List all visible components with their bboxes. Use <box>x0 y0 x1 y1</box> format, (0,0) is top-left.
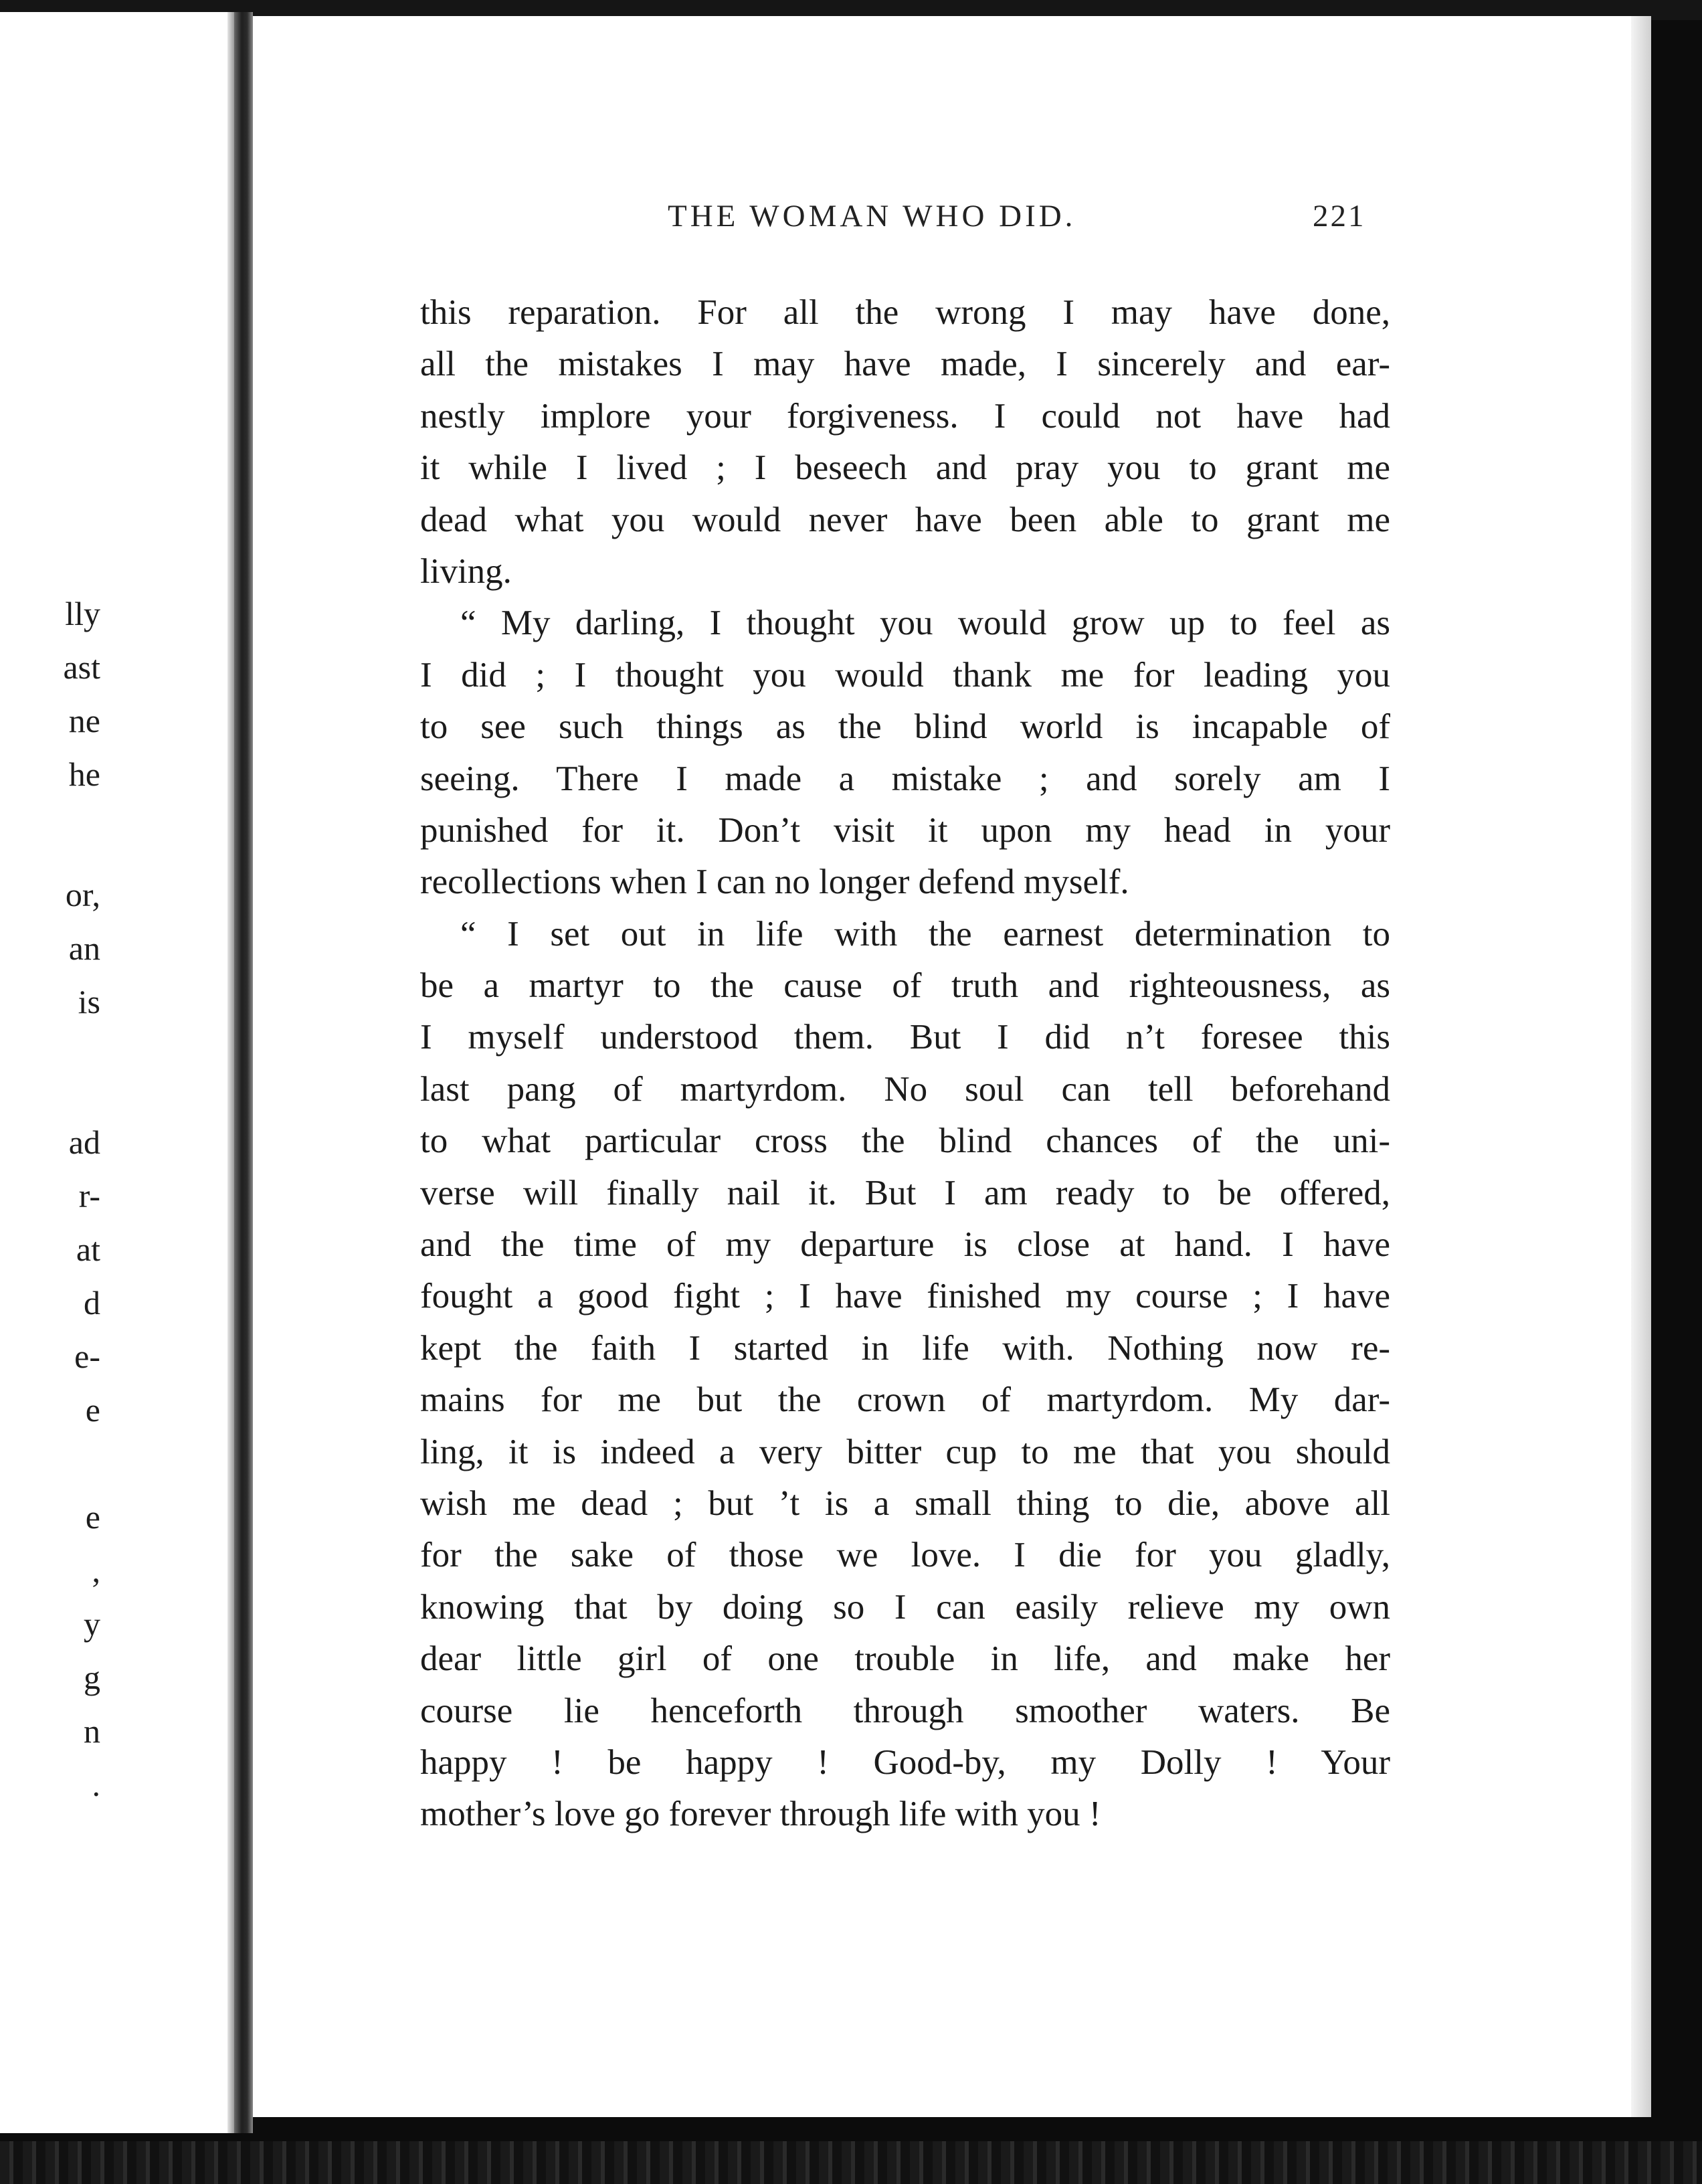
text-line: “ I set out in life with the earnest determination to <box>460 914 1390 953</box>
left-page-text-fragment: . <box>92 1766 100 1803</box>
left-page-text-fragment: d <box>84 1284 100 1322</box>
left-page-text-fragment: ne <box>68 702 100 739</box>
scan-bottom-edge <box>0 2141 1702 2184</box>
running-head <box>253 198 1631 245</box>
text-line: mother’s love go forever through life with you ! <box>420 1795 1101 1834</box>
left-page-text-fragment: n <box>84 1712 100 1750</box>
text-line: seeing. There I made a mistake ; and sorely am I <box>420 759 1390 798</box>
text-line: course lie henceforth through smoother waters. Be <box>420 1691 1390 1730</box>
left-page-text-fragment: e- <box>74 1338 100 1375</box>
page-edge-shadow <box>1631 16 1651 2117</box>
left-page-text-fragment: at <box>76 1231 100 1268</box>
text-line: verse will finally nail it. But I am ready to be offered, <box>420 1173 1390 1212</box>
text-line: living. <box>420 551 512 591</box>
text-line: wish me dead ; but ’t is a small thing to die, above all <box>420 1483 1390 1523</box>
left-page-text-fragment: y <box>84 1605 100 1643</box>
text-line: ling, it is indeed a very bitter cup to me that you should <box>420 1432 1390 1471</box>
body-text <box>420 287 1390 1841</box>
text-line: dead what you would never have been able to grant me <box>420 500 1390 539</box>
left-page-text-fragment: ad <box>68 1123 100 1161</box>
left-page-text-fragment: e <box>85 1391 100 1429</box>
text-line: be a martyr to the cause of truth and righteousness, as <box>420 966 1390 1006</box>
text-line: last pang of martyrdom. No soul can tell beforehand <box>420 1069 1390 1109</box>
text-line: all the mistakes I may have made, I sincerely and ear- <box>420 345 1390 384</box>
left-page <box>0 12 234 2133</box>
left-page-text-fragment: r- <box>78 1177 100 1214</box>
text-line: and the time of my departure is close at hand. I have <box>420 1225 1390 1265</box>
text-line: dear little girl of one trouble in life, and make her <box>420 1639 1390 1679</box>
text-line: I did ; I thought you would thank me for leading you <box>420 655 1390 695</box>
text-line: fought a good fight ; I have finished my course ; I have <box>420 1277 1390 1316</box>
text-line: I myself understood them. But I did n’t foresee this <box>420 1018 1390 1057</box>
text-line: happy ! be happy ! Good-by, my Dolly ! Your <box>420 1742 1390 1782</box>
text-line: it while I lived ; I beseech and pray you to grant me <box>420 448 1390 488</box>
left-page-text-fragment: an <box>68 929 100 967</box>
text-line: punished for it. Don’t visit it upon my head in your <box>420 810 1390 850</box>
text-line: kept the faith I started in life with. Nothing now re- <box>420 1328 1390 1368</box>
left-page-text-fragment: lly <box>65 595 100 632</box>
text-line: “ My darling, I thought you would grow up to feel as <box>460 604 1390 643</box>
text-line: nestly implore your forgiveness. I could not have had <box>420 396 1390 436</box>
left-page-text-fragment: is <box>78 983 100 1020</box>
left-page-text-fragment: e <box>85 1498 100 1536</box>
text-line: knowing that by doing so I can easily relieve my own <box>420 1587 1390 1627</box>
running-title: THE WOMAN WHO DID. <box>668 199 1076 234</box>
left-page-text-fragment: he <box>68 755 100 793</box>
gutter-shadow <box>227 12 234 2133</box>
left-page-text-fragment: g <box>84 1659 100 1696</box>
left-page-text-fragment: , <box>92 1552 100 1589</box>
page-number: 221 <box>1313 199 1366 234</box>
text-line: mains for me but the crown of martyrdom. My dar- <box>420 1380 1390 1420</box>
text-line: for the sake of those we love. I die for you gladly, <box>420 1536 1390 1575</box>
text-line: this reparation. For all the wrong I may have done, <box>420 293 1390 332</box>
right-page <box>253 16 1631 2117</box>
left-page-text-fragment: ast <box>63 648 100 686</box>
text-line: to what particular cross the blind chances of the uni- <box>420 1121 1390 1161</box>
book-spine <box>234 12 253 2133</box>
left-page-text-fragment: or, <box>65 876 100 913</box>
text-line: recollections when I can no longer defend myself. <box>420 862 1129 902</box>
text-line: to see such things as the blind world is incapable of <box>420 707 1390 747</box>
